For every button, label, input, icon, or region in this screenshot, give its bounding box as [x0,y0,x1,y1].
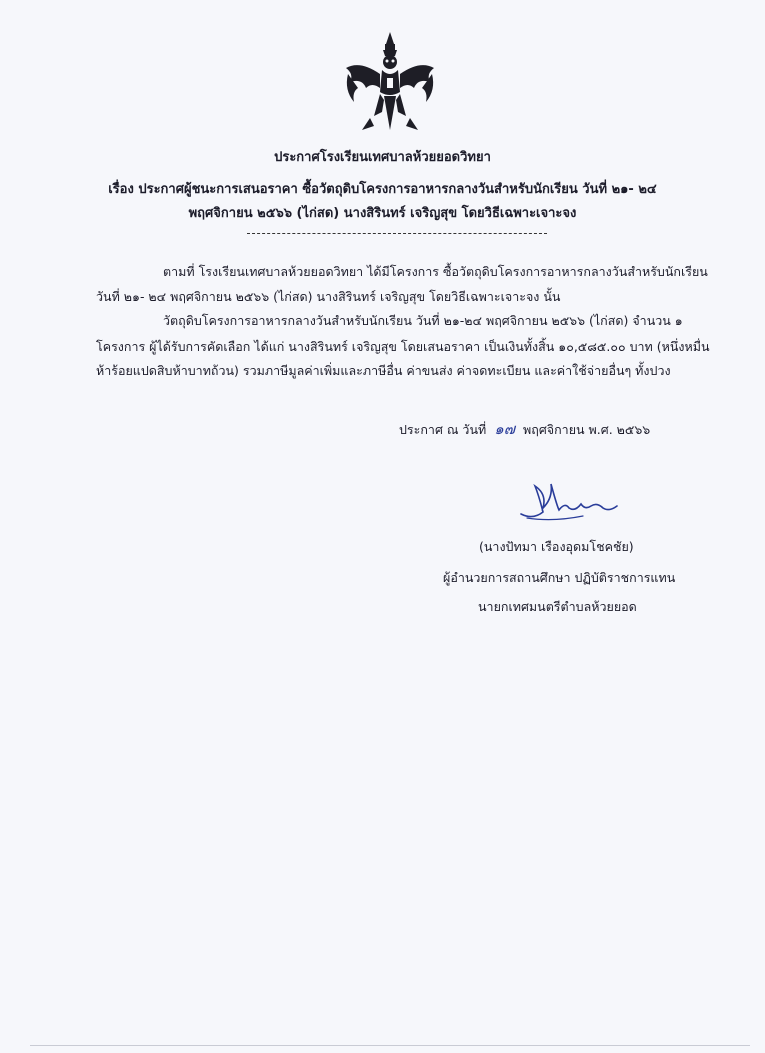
organization-title: ประกาศโรงเรียนเทศบาลห้วยยอดวิทยา [274,150,491,165]
body-line-2: วันที่ ๒๑- ๒๔ พฤศจิกายน ๒๕๖๖ (ไก่สด) นางสิรินทร์ เจริญสุข โดยวิธีเฉพาะเจาะจง นั้น [96,289,561,304]
signatory-position-2: นายกเทศมนตรีตำบลห้วยยอด [478,599,637,614]
dashed-divider [247,233,547,234]
body-line-5: ห้าร้อยแปดสิบห้าบาทถ้วน) รวมภาษีมูลค่าเพิ่มและภาษีอื่น ค่าขนส่ง ค่าจดทะเบียน และค่าใช้จ่ายอื่นๆ ทั้งปวง [96,363,671,378]
subject-line-1: เรื่อง ประกาศผู้ชนะการเสนอราคา ซื้อวัตถุดิบโครงการอาหารกลางวันสำหรับนักเรียน วันที่ ๒๑- ๒๔ [108,182,657,197]
page-bottom-edge [30,1045,750,1046]
body-line-1: ตามที่ โรงเรียนเทศบาลห้วยยอดวิทยา ได้มีโครงการ ซื้อวัตถุดิบโครงการอาหารกลางวันสำหรับนักเรียน [163,264,708,279]
signatory-name: (นางปัทมา เรืองอุดมโชคชัย) [479,539,634,554]
date-prefix: ประกาศ ณ วันที่ [399,422,487,437]
subject-line-2: พฤศจิกายน ๒๕๖๖ (ไก่สด) นางสิรินทร์ เจริญสุข โดยวิธีเฉพาะเจาะจง [188,206,577,221]
body-line-3: วัตถุดิบโครงการอาหารกลางวันสำหรับนักเรียน วันที่ ๒๑-๒๔ พฤศจิกายน ๒๕๖๖ (ไก่สด) จำนวน ๑ [163,313,683,328]
signatory-position-1: ผู้อำนวยการสถานศึกษา ปฏิบัติราชการแทน [443,570,676,585]
garuda-emblem [340,30,440,140]
signature-image [513,476,623,526]
body-line-4: โครงการ ผู้ได้รับการคัดเลือก ได้แก่ นางสิรินทร์ เจริญสุข โดยเสนอราคา เป็นเงินทั้งสิ้น ๑๐,๕๘๕.๐๐ บาท (หนึ่งหมื่น [96,339,710,354]
date-suffix: พฤศจิกายน พ.ศ. ๒๕๖๖ [523,422,651,437]
handwritten-day: ๑๗ [494,420,516,438]
announcement-date [399,419,650,440]
